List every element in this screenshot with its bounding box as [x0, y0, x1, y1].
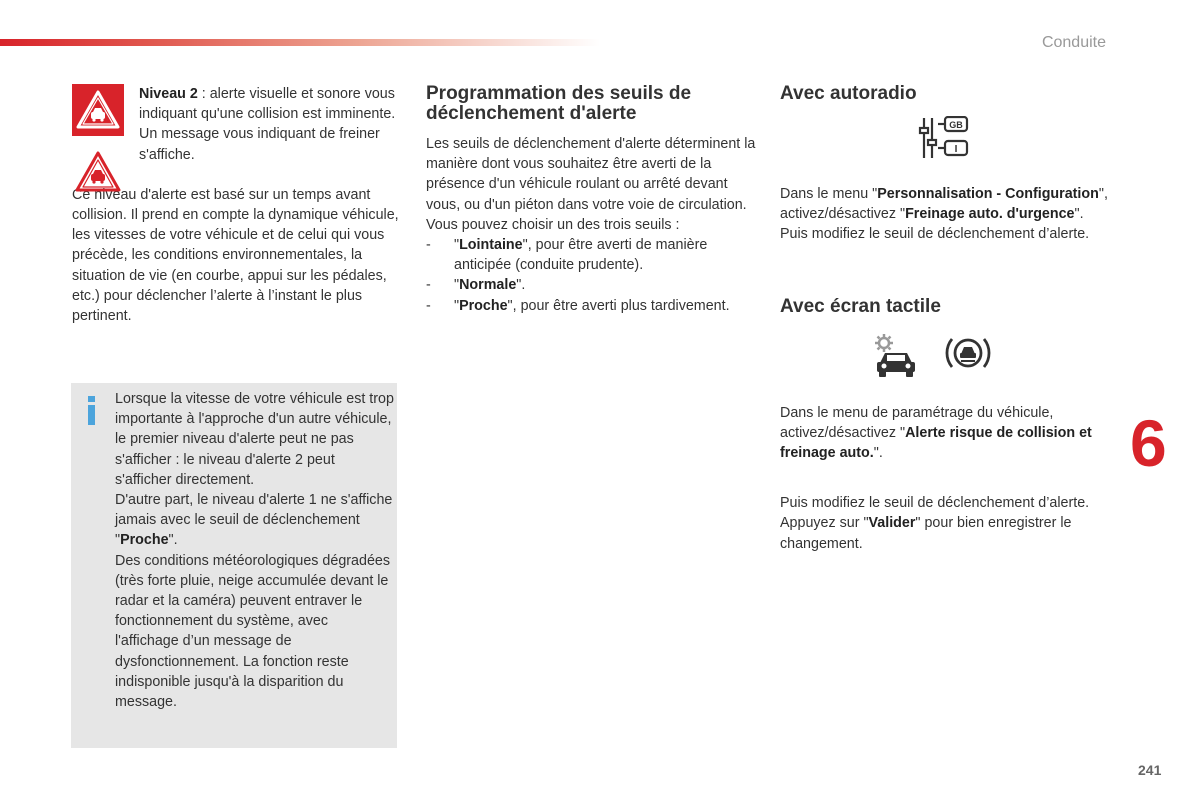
thresholds-heading: Programmation des seuils de déclenchement d'alerte	[426, 83, 692, 124]
touchscreen-instructions	[780, 403, 1110, 464]
car-gear-icon	[872, 333, 918, 379]
info-icon	[85, 395, 99, 430]
radio-p1-c: ".	[1074, 206, 1084, 223]
touch-p1-b: ".	[873, 445, 883, 462]
list-item	[426, 275, 761, 295]
list-item	[426, 296, 761, 316]
touchscreen-threshold: Puis modifiez le seuil de déclenchement d’alerte.	[780, 495, 1090, 512]
touch-p3-a: Appuyez sur "	[780, 515, 869, 532]
info-box	[71, 383, 397, 748]
list-option-text: ", pour être averti plus tardivement.	[507, 297, 730, 314]
info-paragraph-1: Lorsque la vitesse de votre véhicule est trop importante à l'approche d'un autre véhicule, le premier niveau d'alerte peut ne pas s'afficher : le niveau d'alerte 2 peut s'afficher directement.	[115, 391, 394, 488]
column-right	[780, 84, 1110, 554]
info-paragraph-2	[115, 490, 395, 551]
radio-p1-b: ", activez/désactivez "	[780, 186, 1108, 223]
touch-p3-b: " pour bien enregistrer le changement.	[780, 515, 1072, 552]
info-p2-bold: Proche	[120, 532, 169, 549]
list-option-bold: Lointaine	[459, 237, 523, 254]
triangle-car-warning-icon	[72, 84, 124, 136]
list-quote: "	[454, 297, 460, 314]
info-p2-a: D'autre part, le niveau d'alerte 1 ne s'affiche jamais avec le seuil de déclenchement "	[115, 492, 393, 549]
radio-p1-a: Dans le menu "	[780, 186, 878, 202]
level2-block	[72, 84, 402, 165]
touchscreen-validate	[780, 513, 1110, 553]
touchscreen-heading: Avec écran tactile	[780, 295, 941, 317]
triangle-car-warning-icon	[72, 148, 124, 196]
chapter-number: 6	[1130, 406, 1167, 480]
touch-p3-bold: Valider	[868, 515, 916, 532]
list-option-text: ".	[516, 277, 526, 294]
brake-alert-icon	[944, 331, 992, 375]
touch-p1-bold: Alerte risque de collision et freinage auto.	[780, 424, 1092, 462]
thresholds-paragraph: Les seuils de déclenchement d'alerte déterminent la manière dont vous souhaitez être averti de la présence d'un véhicule roulant ou arrêté devant vous, ou d'un piéton dans votre voie de circulation.	[426, 136, 756, 213]
list-quote: "	[454, 277, 460, 294]
level2-message: Un message vous indiquant de freiner s'affiche.	[139, 126, 380, 163]
autoradio-threshold: Puis modifiez le seuil de déclenchement d’alerte.	[780, 226, 1090, 243]
sliders-gb-icon	[918, 116, 972, 162]
list-dash: -	[426, 277, 431, 294]
level2-text-a: : alerte visuelle et sonore vous indiquant qu'une collision est imminente.	[139, 86, 396, 123]
info-text	[115, 389, 395, 712]
level2-description	[139, 84, 402, 124]
header-color-bar	[0, 39, 600, 46]
level2-label: Niveau 2	[139, 86, 198, 102]
page-number: 241	[1138, 762, 1162, 778]
level2-text	[139, 84, 402, 165]
list-dash: -	[426, 237, 431, 254]
info-paragraph-3: Des conditions météorologiques dégradées (très forte pluie, neige accumulée devant le radar et la caméra) peuvent entraver le fonctionnement du système, avec l'affichage d’un message de dysfonctionnement. La fonction reste indisponible jusqu'à la disparition du message.	[115, 552, 390, 711]
list-dash: -	[426, 297, 431, 314]
radio-p1-bold2: Freinage auto. d'urgence	[905, 206, 1075, 223]
info-p2-b: ".	[168, 532, 178, 549]
touchscreen-icon-area	[780, 329, 1110, 403]
autoradio-heading: Avec autoradio	[780, 83, 917, 104]
autoradio-instructions	[780, 184, 1110, 224]
autoradio-icon-area	[780, 116, 1110, 184]
warning-icons	[72, 84, 128, 196]
list-quote: "	[454, 237, 460, 254]
thresholds-choice: Vous pouvez choisir un des trois seuils :	[426, 216, 680, 233]
list-option-bold: Proche	[459, 297, 508, 314]
section-title: Conduite	[1041, 34, 1106, 51]
gb-label: GB	[949, 120, 963, 130]
list-item	[426, 235, 761, 275]
radio-p1-bold1: Personnalisation - Configuration	[877, 186, 1099, 202]
list-option-bold: Normale	[459, 277, 517, 294]
i-label: I	[954, 144, 958, 155]
level-paragraph: Ce niveau d'alerte est basé sur un temps avant collision. Il prend en compte la dynamique véhicule, les vitesses de votre véhicule et de celui qui vous précède, les conditions environnementales, la situation de vie (en courbe, appui sur les pédales, etc.) pour déclencher l’alerte à l’instant le plus pertinent.	[72, 186, 399, 325]
column-left	[72, 84, 402, 326]
list-option-text: ", pour être averti de manière anticipée (conduite prudente).	[454, 237, 708, 274]
column-middle	[426, 84, 761, 316]
touch-p1-a: Dans le menu de paramétrage du véhicule, activez/désactivez "	[780, 404, 1054, 441]
